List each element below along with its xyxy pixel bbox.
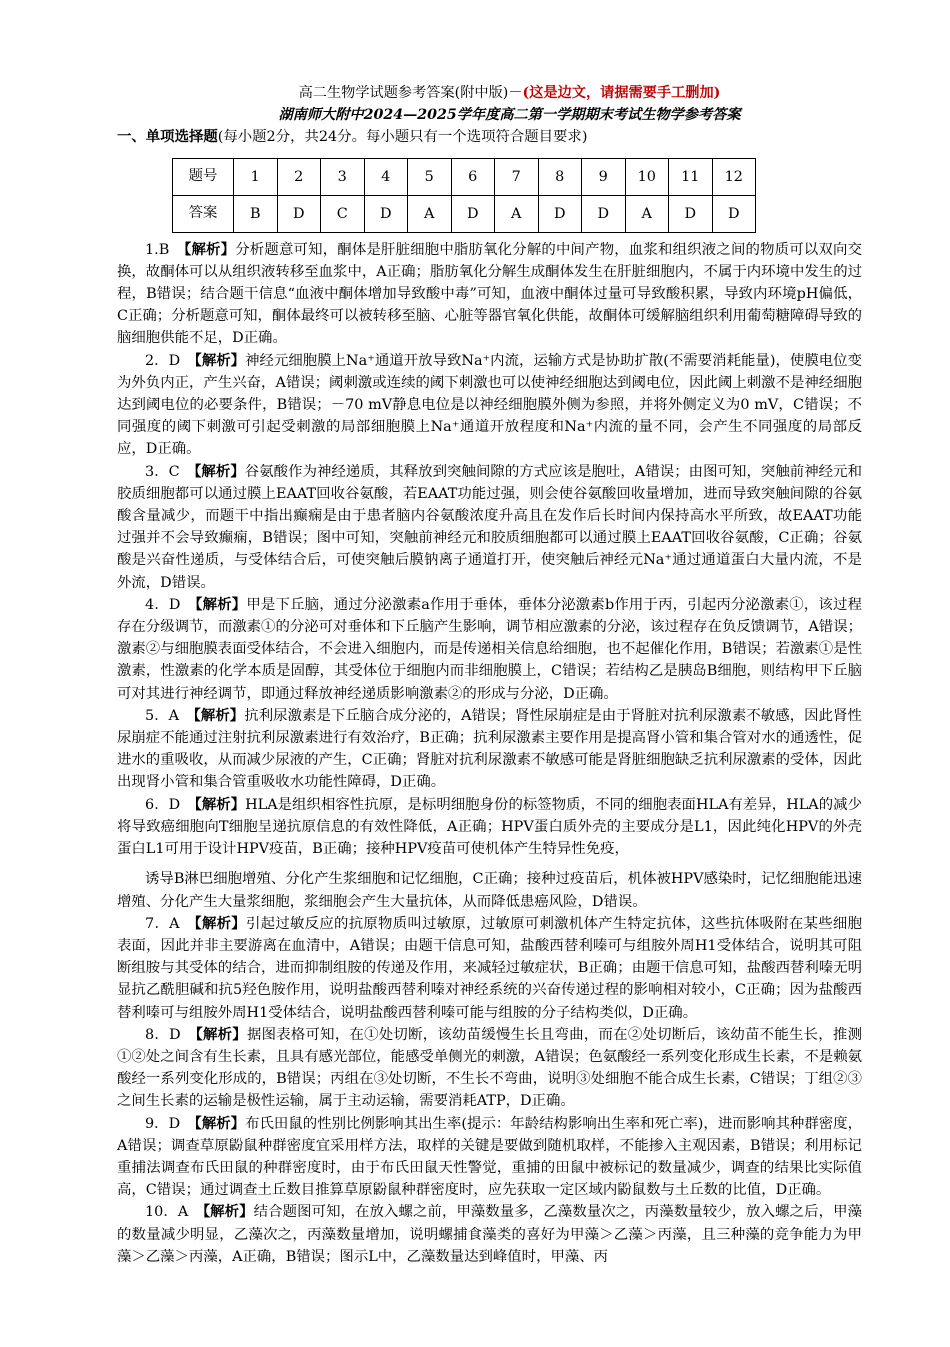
explanation-text: 甲是下丘脑，通过分泌激素a作用于垂体，垂体分泌激素b作用于丙，引起丙分泌激素①，该过程存在分级调节，而激素①的分泌可对垂体和下丘脑产生影响，调节相应激素的分泌，该过程存在负反馈调节，A错误；激素②与细胞膜表面受体结合，不会进入细胞内，而是传递相关信息给细胞，也不起催化作用，B错误；若激素①是性激素，性激素的化学本质是固醇，其受体位于细胞内而非细胞膜上，C错误；若结构乙是胰岛B细胞，则结构甲下丘脑可对其进行神经调节，即通过释放神经递质影响激素②的形成与分泌，D正确。 <box>117 596 862 702</box>
analysis-tag: 【解析】 <box>195 595 247 613</box>
analysis-tag: 【解析】 <box>202 1203 254 1221</box>
table-cell: 12 <box>712 158 756 195</box>
analysis-tag: 【解析】 <box>194 795 246 813</box>
table-cell: 8 <box>538 158 582 195</box>
table-cell: B <box>234 195 278 232</box>
table-cell: 1 <box>234 158 278 195</box>
section-title: 一、单项选择题 <box>117 128 218 146</box>
explanation-2 <box>117 350 862 461</box>
table-cell: D <box>277 195 321 232</box>
table-cell: A <box>625 195 669 232</box>
explanation-text: 分析题意可知，酮体是肝脏细胞中脂肪氧化分解的中间产物，血浆和组织液之间的物质可以双向交换，故酮体可以从组织液转移至血浆中，A正确；脂肪氧化分解生成酮体发生在肝脏细胞内，不属于内环境中发生的过程，B错误；结合题干信息“血液中酮体增加导致酸中毒”可知，血液中酮体过量可导致酸积累，导致内环境pH偏低，C正确；分析题意可知，酮体最终可以被转移至脑、心脏等器官氧化供能，故酮体可缓解脑组织利用葡萄糖障碍导致的脑细胞供能不足，D正确。 <box>117 241 862 347</box>
row-label-answer: 答案 <box>173 195 234 232</box>
explanation-number: 4．D <box>145 596 181 613</box>
table-cell: 9 <box>582 158 626 195</box>
table-cell: 5 <box>408 158 452 195</box>
explanation-5 <box>117 705 862 794</box>
table-cell: 7 <box>495 158 539 195</box>
explanation-number: 5．A <box>145 707 180 724</box>
table-cell: D <box>451 195 495 232</box>
row-label-number: 题号 <box>173 158 234 195</box>
analysis-tag: 【解析】 <box>193 706 245 724</box>
explanation-text: 布氏田鼠的性别比例影响其出生率(提示：年龄结构影响出生率和死亡率)，进而影响其种群密度，A错误；调查草原鼢鼠种群密度宜采用样方法，取样的关键是要做到随机取样，不能掺入主观因素，B错误；利用标记重捕法调查布氏田鼠的种群密度时，由于布氏田鼠天性警觉，重捕的田鼠中被标记的数量减少，调查的结果比实际值高，C错误；通过调查土丘数目推算草原鼢鼠种群密度时，应先获取一定区域内鼢鼠数与土丘数的比值，D正确。 <box>117 1115 862 1199</box>
explanation-number: 3．C <box>145 463 180 480</box>
explanation-1 <box>117 239 862 350</box>
section-desc: (每小题2分，共24分。每小题只有一个选项符合题目要求) <box>217 129 588 146</box>
explanation-6-continued: 诱导B淋巴细胞增殖、分化产生浆细胞和记忆细胞，C正确；接种过疫苗后，机体被HPV感染时，记忆细胞能迅速增殖、分化产生大量浆细胞，浆细胞会产生大量抗体，从而降低患癌风险，D错误。 <box>117 871 862 910</box>
explanation-number: 7．A <box>145 915 180 932</box>
table-cell: A <box>408 195 452 232</box>
analysis-tag: 【解析】 <box>194 351 246 369</box>
explanation-text: 神经元细胞膜上Na⁺通道开放导致Na⁺内流，运输方式是协助扩散(不需要消耗能量)，使膜电位变为外负内正，产生兴奋，A错误；阈刺激或连续的阈下刺激也可以使神经细胞达到阈电位，因此阈上刺激不是神经细胞达到阈电位的必要条件，B错误；－70 mV静息电位是以神经细胞膜外侧为参照，并将外侧定义为0 mV，C错误；不同强度的阈下刺激可引起受刺激的局部细胞膜上Na⁺通道开放程度和Na⁺内流的量不同，会产生不同强度的局部反应，D正确。 <box>117 352 862 458</box>
explanation-number: 8．D <box>145 1026 181 1043</box>
analysis-tag: 【解析】 <box>184 240 236 258</box>
explanation-number: 1.B <box>145 241 170 258</box>
section-heading <box>117 126 862 148</box>
analysis-tag: 【解析】 <box>195 1025 247 1043</box>
table-cell: D <box>538 195 582 232</box>
table-cell: D <box>712 195 756 232</box>
explanation-number: 2．D <box>145 352 181 369</box>
table-cell: 3 <box>321 158 365 195</box>
table-cell: 6 <box>451 158 495 195</box>
table-cell: 10 <box>625 158 669 195</box>
analysis-tag: 【解析】 <box>194 462 245 480</box>
header-title: 高二生物学试题参考答案(附中版)－ <box>298 85 523 101</box>
explanation-3 <box>117 461 862 594</box>
explanation-text: 引起过敏反应的抗原物质叫过敏原，过敏原可刺激机体产生特定抗体，这些抗体吸附在某些细胞表面，因此并非主要游离在血清中，A错误；由题干信息可知，盐酸西替利嗪可与组胺外周H1受体结合，说明其可阻断组胺与其受体的结合，进而抑制组胺的传递及作用，来减轻过敏症状，B正确；由题干信息可知，盐酸西替利嗪无明显抗乙酰胆碱和抗5羟色胺作用，说明盐酸西替利嗪对神经系统的兴奋传递过程的影响相对较小，C正确；因为盐酸西替利嗪可与组胺外周H1受体结合，说明盐酸西替利嗪可能与组胺的分子结构类似，D正确。 <box>117 915 862 1021</box>
table-cell: A <box>495 195 539 232</box>
explanation-number: 9．D <box>145 1115 181 1132</box>
explanation-number: 10．A <box>145 1204 189 1221</box>
analysis-tag: 【解析】 <box>194 914 246 932</box>
explanation-text: HLA是组织相容性抗原，是标明细胞身份的标签物质，不同的细胞表面HLA有差异，HLA的减少将导致癌细胞向T细胞呈递抗原信息的有效性降低，A正确；HPV蛋白质外壳的主要成分是L1，因此纯化HPV的外壳蛋白L1可用于设计HPV疫苗，B正确；接种HPV疫苗可使机体产生特异性免疫， <box>117 796 862 858</box>
table-cell: C <box>321 195 365 232</box>
explanation-10 <box>117 1201 862 1268</box>
header-line1 <box>157 82 862 104</box>
table-cell: D <box>364 195 408 232</box>
document-title: 湖南师大附中2024—2025学年度高二第一学期期末考试生物学参考答案 <box>278 107 741 124</box>
explanation-9 <box>117 1113 862 1202</box>
analysis-tag: 【解析】 <box>194 1114 246 1132</box>
table-cell: D <box>669 195 713 232</box>
header-note: (这是边文，请据需要手工删加) <box>522 85 721 101</box>
table-cell: D <box>582 195 626 232</box>
explanation-8 <box>117 1024 862 1113</box>
explanation-6 <box>117 794 862 861</box>
answer-table <box>172 158 756 233</box>
answer-table-row-numbers <box>173 158 756 195</box>
table-cell: 11 <box>669 158 713 195</box>
table-cell: 2 <box>277 158 321 195</box>
explanation-text: 谷氨酸作为神经递质，其释放到突触间隙的方式应该是胞吐，A错误；由图可知，突触前神经元和胶质细胞都可以通过膜上EAAT回收谷氨酸，若EAAT功能过强，则会使谷氨酸回收量增加，进而导致突触间隙的谷氨酸含量减少，而题干中指出癫痫是由于患者脑内谷氨酸浓度升高且在发作后长时间内保持高水平所致，故EAAT功能过强并不会导致癫痫，B错误；图中可知，突触前神经元和胶质细胞都可以通过膜上EAAT回收谷氨酸，C正确；谷氨酸是兴奋性递质，与受体结合后，可使突触后膜钠离子通道打开，使突触后神经元Na⁺通过通道蛋白大量内流，不是外流，D错误。 <box>117 463 862 591</box>
explanation-text: 结合题图可知，在放入螺之前，甲藻数量多，乙藻数量次之，丙藻数量较少，放入螺之后，甲藻的数量减少明显，乙藻次之，丙藻数量增加，说明螺捕食藻类的喜好为甲藻＞乙藻＞丙藻，且三种藻的竞争能力为甲藻＞乙藻＞丙藻，A正确，B错误；图示L中，乙藻数量达到峰值时，甲藻、丙 <box>117 1204 862 1265</box>
explanation-7 <box>117 913 862 1024</box>
explanation-text: 据图表格可知，在①处切断，该幼苗缓慢生长且弯曲，而在②处切断后，该幼苗不能生长，推测①②处之间含有生长素，且具有感光部位，能感受单侧光的刺激，A错误；色氨酸经一系列变化形成生长素，不是赖氨酸经一系列变化形成的，B错误；丙组在③处切断，不生长不弯曲，说明③处细胞不能合成生长素，C错误；丁组②③之间生长素的运输是极性运输，属于主动运输，需要消耗ATP，D正确。 <box>117 1026 862 1110</box>
explanation-number: 6．D <box>145 796 181 813</box>
table-cell: 4 <box>364 158 408 195</box>
explanation-text: 抗利尿激素是下丘脑合成分泌的，A错误；肾性尿崩症是由于肾脏对抗利尿激素不敏感，因此肾性尿崩症不能通过注射抗利尿激素进行有效治疗，B正确；抗利尿激素主要作用是提高肾小管和集合管对水的通透性，促进水的重吸收，从而减少尿液的产生，C正确；肾脏对抗利尿激素不敏感可能是肾脏细胞缺乏抗利尿激素的受体，因此出现肾小管和集合管重吸收水功能性障碍，D正确。 <box>117 707 862 791</box>
answer-table-row-answers <box>173 195 756 232</box>
explanation-4 <box>117 594 862 705</box>
